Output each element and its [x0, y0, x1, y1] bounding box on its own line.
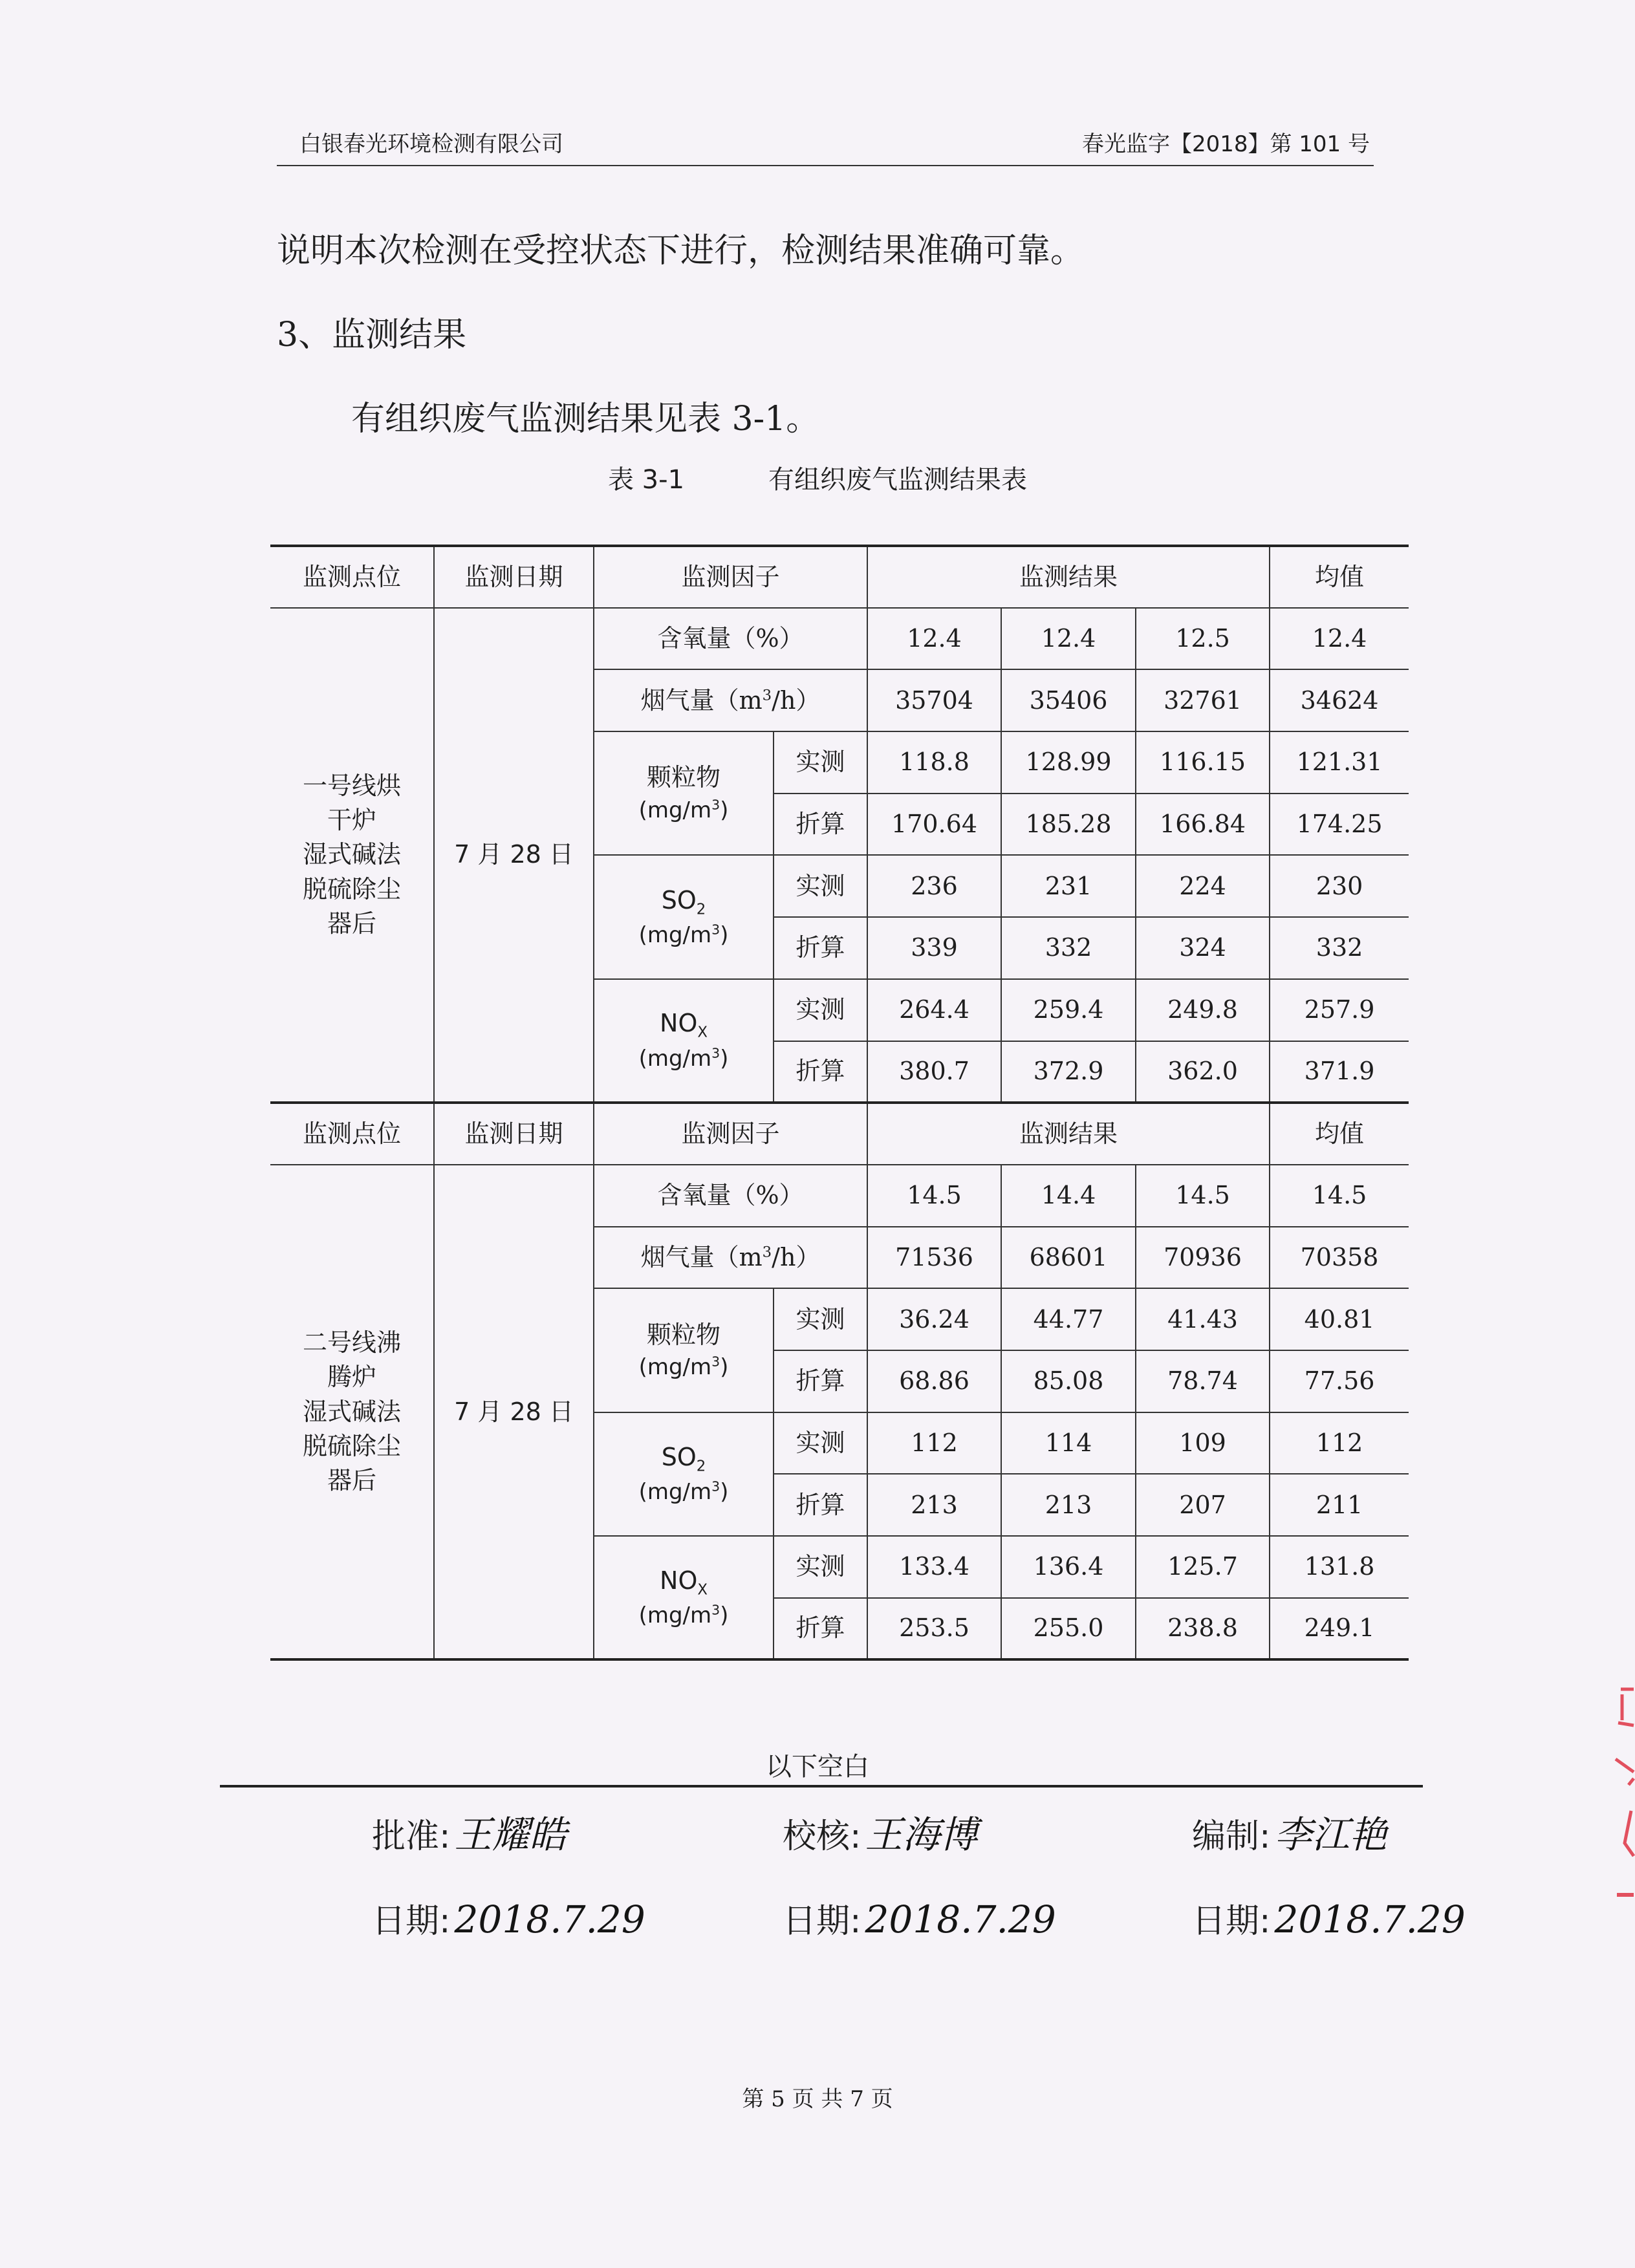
- approve-date-value: 2018.7.29: [454, 1897, 645, 1941]
- sample-date: 7 月 28 日: [434, 608, 594, 1103]
- result-value: 249.1: [1270, 1598, 1409, 1660]
- header-result: 监测结果: [867, 546, 1270, 608]
- result-value: 128.99: [1001, 731, 1136, 794]
- sub-label-converted: 折算: [774, 1474, 867, 1536]
- result-value: 259.4: [1001, 979, 1136, 1041]
- result-value: 231: [1001, 855, 1136, 917]
- result-value: 40.81: [1270, 1288, 1409, 1350]
- compile-name: 李江艳: [1274, 1813, 1387, 1857]
- result-value: 264.4: [867, 979, 1001, 1041]
- result-value: 12.5: [1136, 608, 1270, 670]
- result-value: 71536: [867, 1227, 1001, 1289]
- review-date: [783, 1894, 1056, 1942]
- result-value: 213: [1001, 1474, 1136, 1536]
- sub-label-measured: 实测: [774, 731, 867, 794]
- result-value: 68.86: [867, 1350, 1001, 1412]
- result-value: 166.84: [1136, 794, 1270, 856]
- header-mean: 均值: [1270, 546, 1409, 608]
- signature-rule: [220, 1785, 1423, 1787]
- review-date-value: 2018.7.29: [865, 1897, 1056, 1941]
- approve-name: 王耀皓: [454, 1813, 567, 1857]
- unit-label: $(mg/m^3)$: [638, 1354, 729, 1380]
- header-date: 监测日期: [434, 1103, 594, 1165]
- result-value: 125.7: [1136, 1536, 1270, 1598]
- unit-label: $(mg/m^3)$: [638, 1045, 729, 1072]
- page-footer: 第 5 页 共 7 页: [742, 2086, 893, 2112]
- unit-label: $(mg/m^3)$: [638, 1602, 729, 1629]
- review-label: 校核:: [783, 1817, 861, 1856]
- result-value: 41.43: [1136, 1288, 1270, 1350]
- result-value: 174.25: [1270, 794, 1409, 856]
- approve-date: [372, 1894, 645, 1942]
- factor-particulate: 颗粒物 $(mg/m^3)$: [594, 1288, 774, 1412]
- sub-label-measured: 实测: [774, 979, 867, 1041]
- factor-so2: $SO_2$ $(mg/m^3)$: [594, 1412, 774, 1536]
- result-value: 185.28: [1001, 794, 1136, 856]
- result-value: 44.77: [1001, 1288, 1136, 1350]
- review-date-label: 日期:: [783, 1902, 861, 1941]
- header-site: 监测点位: [270, 1103, 434, 1165]
- result-value: 68601: [1001, 1227, 1136, 1289]
- result-value: 14.5: [867, 1165, 1001, 1227]
- result-value: 109: [1136, 1412, 1270, 1474]
- table-header-row: [270, 546, 1409, 608]
- result-value: 116.15: [1136, 731, 1270, 794]
- result-value: 32761: [1136, 669, 1270, 731]
- header-factor: 监测因子: [594, 546, 867, 608]
- result-value: 224: [1136, 855, 1270, 917]
- unit-label: $(mg/m^3)$: [638, 797, 729, 823]
- result-value: 238.8: [1136, 1598, 1270, 1660]
- unit-label: $(mg/m^3)$: [638, 922, 729, 949]
- factor-oxygen: 含氧量（%）: [594, 1165, 867, 1227]
- result-value: 371.9: [1270, 1041, 1409, 1103]
- table-header-row: [270, 1103, 1409, 1165]
- result-value: 35704: [867, 669, 1001, 731]
- result-value: 332: [1001, 917, 1136, 979]
- sample-date: 7 月 28 日: [434, 1165, 594, 1660]
- sub-label-converted: 折算: [774, 1041, 867, 1103]
- result-value: 114: [1001, 1412, 1136, 1474]
- result-value: 35406: [1001, 669, 1136, 731]
- sub-label-measured: 实测: [774, 855, 867, 917]
- result-value: 77.56: [1270, 1350, 1409, 1412]
- compile-date: [1192, 1894, 1466, 1942]
- result-value: 85.08: [1001, 1350, 1136, 1412]
- factor-flow: 烟气量$(m^3/h)$: [594, 1227, 867, 1289]
- result-value: 207: [1136, 1474, 1270, 1536]
- factor-nox: $NO_X$ $(mg/m^3)$: [594, 1536, 774, 1659]
- result-value: 34624: [1270, 669, 1409, 731]
- result-value: 112: [867, 1412, 1001, 1474]
- header-date: 监测日期: [434, 546, 594, 608]
- result-value: 118.8: [867, 731, 1001, 794]
- section-title: 3、监测结果: [277, 316, 467, 354]
- approve-label: 批准:: [372, 1817, 451, 1856]
- table-caption: [0, 459, 1635, 496]
- table-row: [270, 608, 1409, 670]
- sub-label-converted: 折算: [774, 1598, 867, 1660]
- sub-label-converted: 折算: [774, 1350, 867, 1412]
- unit-label: $(mg/m^3)$: [638, 1478, 729, 1506]
- result-value: 213: [867, 1474, 1001, 1536]
- result-value: 211: [1270, 1474, 1409, 1536]
- factor-particulate: 颗粒物 $(mg/m^3)$: [594, 731, 774, 855]
- table-number: 表 3-1: [607, 465, 685, 495]
- table-row: [270, 1165, 1409, 1227]
- result-value: 133.4: [867, 1536, 1001, 1598]
- compile-label: 编制:: [1192, 1817, 1271, 1856]
- sub-label-measured: 实测: [774, 1536, 867, 1598]
- header-site: 监测点位: [270, 546, 434, 608]
- blank-note: 以下空白: [766, 1752, 869, 1782]
- result-value: 255.0: [1001, 1598, 1136, 1660]
- result-value: 14.4: [1001, 1165, 1136, 1227]
- result-value: 14.5: [1136, 1165, 1270, 1227]
- result-value: 372.9: [1001, 1041, 1136, 1103]
- result-value: 253.5: [867, 1598, 1001, 1660]
- compile-date-value: 2018.7.29: [1274, 1897, 1466, 1941]
- result-value: 36.24: [867, 1288, 1001, 1350]
- result-value: 136.4: [1001, 1536, 1136, 1598]
- site-name: 二号线沸 腾炉 湿式碱法 脱硫除尘 器后: [270, 1165, 434, 1660]
- result-value: 332: [1270, 917, 1409, 979]
- sub-label-measured: 实测: [774, 1412, 867, 1474]
- header-result: 监测结果: [867, 1103, 1270, 1165]
- result-value: 70936: [1136, 1227, 1270, 1289]
- result-value: 12.4: [1270, 608, 1409, 670]
- result-value: 112: [1270, 1412, 1409, 1474]
- factor-flow: 烟气量$(m^3/h)$: [594, 669, 867, 731]
- results-table: [270, 545, 1409, 1661]
- review-name: 王海博: [865, 1813, 978, 1857]
- result-value: 121.31: [1270, 731, 1409, 794]
- result-value: 14.5: [1270, 1165, 1409, 1227]
- header-company: 白银春光环境检测有限公司: [299, 131, 563, 157]
- result-value: 380.7: [867, 1041, 1001, 1103]
- factor-so2: $SO_2$ $(mg/m^3)$: [594, 855, 774, 978]
- result-value: 257.9: [1270, 979, 1409, 1041]
- result-value: 78.74: [1136, 1350, 1270, 1412]
- header-mean: 均值: [1270, 1103, 1409, 1165]
- header-rule: [277, 165, 1374, 166]
- result-value: 170.64: [867, 794, 1001, 856]
- approve-signature: [372, 1804, 567, 1859]
- paragraph-conclusion: 说明本次检测在受控状态下进行，检测结果准确可靠。: [277, 232, 1085, 270]
- table-title: 有组织废气监测结果表: [768, 465, 1028, 495]
- sub-label-converted: 折算: [774, 794, 867, 856]
- factor-oxygen: 含氧量（%）: [594, 608, 867, 670]
- result-value: 362.0: [1136, 1041, 1270, 1103]
- result-value: 236: [867, 855, 1001, 917]
- result-value: 70358: [1270, 1227, 1409, 1289]
- review-signature: [783, 1804, 978, 1859]
- compile-date-label: 日期:: [1192, 1902, 1271, 1941]
- result-value: 339: [867, 917, 1001, 979]
- result-value: 12.4: [867, 608, 1001, 670]
- paragraph-intro: 有组织废气监测结果见表 3-1。: [351, 400, 820, 438]
- approve-date-label: 日期:: [372, 1902, 451, 1941]
- result-value: 249.8: [1136, 979, 1270, 1041]
- compile-signature: [1192, 1804, 1387, 1859]
- seal-edge-mark: [1603, 1681, 1635, 1953]
- result-value: 12.4: [1001, 608, 1136, 670]
- result-value: 230: [1270, 855, 1409, 917]
- header-factor: 监测因子: [594, 1103, 867, 1165]
- sub-label-measured: 实测: [774, 1288, 867, 1350]
- site-name: 一号线烘 干炉 湿式碱法 脱硫除尘 器后: [270, 608, 434, 1103]
- header-report-number: 春光监字【2018】第 101 号: [1081, 131, 1370, 157]
- sub-label-converted: 折算: [774, 917, 867, 979]
- result-value: 324: [1136, 917, 1270, 979]
- factor-nox: $NO_X$ $(mg/m^3)$: [594, 979, 774, 1103]
- result-value: 131.8: [1270, 1536, 1409, 1598]
